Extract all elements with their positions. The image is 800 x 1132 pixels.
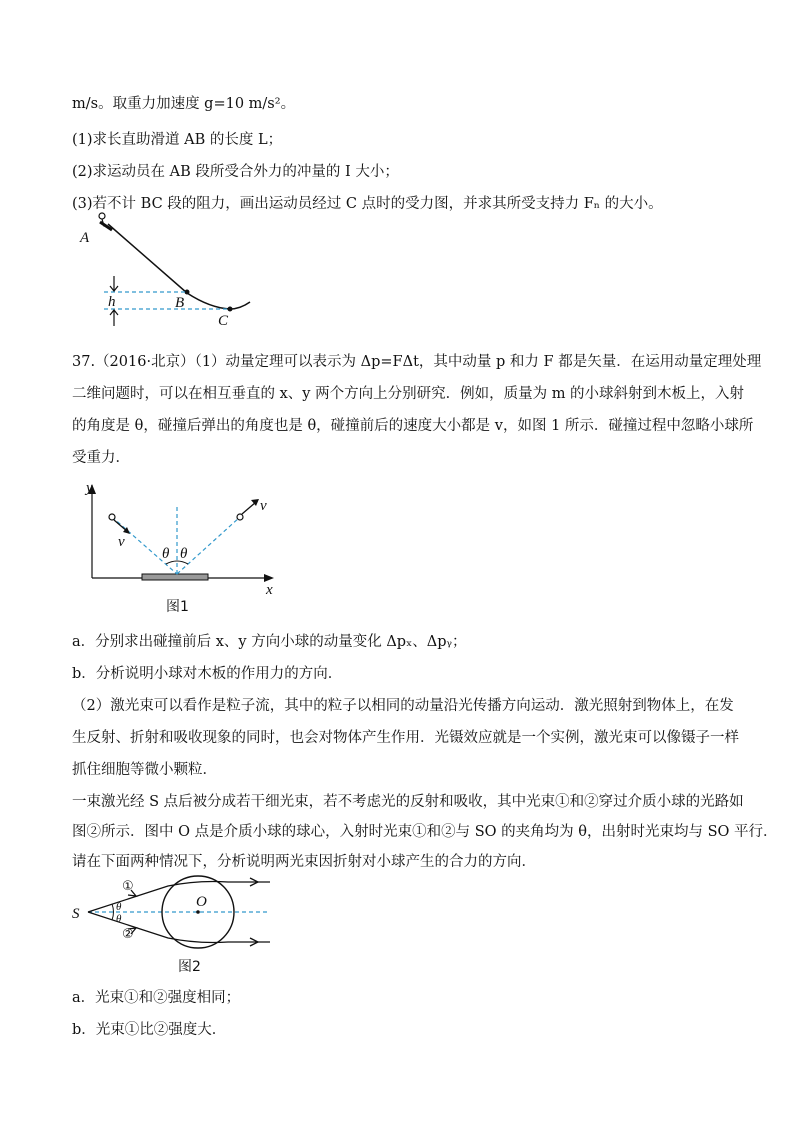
label-theta-left: θ xyxy=(162,546,170,562)
question-part-2: (2)求运动员在 AB 段所受合外力的冲量的 I 大小； xyxy=(72,164,399,180)
label-v-incident: v xyxy=(118,534,125,550)
q37-line-2: 二维问题时，可以在相互垂直的 x、y 两个方向上分别研究．例如，质量为 m 的小球斜射到木板上，入射 xyxy=(72,386,745,402)
label-s: S xyxy=(72,906,80,922)
part-a: a．分别求出碰撞前后 x、y 方向小球的动量变化 Δpₓ、Δpᵧ； xyxy=(72,634,467,650)
question-part-3: (3)若不计 BC 段的阻力，画出运动员经过 C 点时的受力图，并求其所受支持力 Fₙ 的大小。 xyxy=(72,196,663,212)
q2-line-6: 请在下面两种情况下，分析说明两光束因折射对小球产生的合力的方向． xyxy=(72,854,536,870)
label-beam-1: ① xyxy=(122,878,134,893)
label-b: B xyxy=(175,295,185,311)
label-o: O xyxy=(196,894,207,910)
axis-label-y: y xyxy=(86,480,93,496)
laser-sphere-diagram xyxy=(70,872,290,962)
q37-line-1: 37.（2016·北京）（1）动量定理可以表示为 Δp=FΔt，其中动量 p 和力 F 都是矢量．在运用动量定理处理 xyxy=(72,354,762,370)
label-theta-right: θ xyxy=(180,546,188,562)
label-theta-lower: θ xyxy=(116,913,122,925)
label-v-reflected: v xyxy=(260,498,267,514)
axis-label-x: x xyxy=(266,582,273,598)
q2-line-2: 生反射、折射和吸收现象的同时，也会对物体产生作用．光镊效应就是一个实例，激光束可以像镊子一样 xyxy=(72,730,739,746)
label-h: h xyxy=(108,294,116,310)
question-part-1: (1)求长直助滑道 AB 的长度 L； xyxy=(72,132,283,148)
figure-1-caption: 图1 xyxy=(166,599,189,615)
q37-line-3: 的角度是 θ，碰撞后弹出的角度也是 θ，碰撞前后的速度大小都是 v，如图 1 所示．碰撞过程中忽略小球所 xyxy=(72,418,754,434)
label-a: A xyxy=(80,230,90,246)
q2-line-4: 一束激光经 S 点后被分成若干细光束，若不考虑光的反射和吸收，其中光束①和②穿过介质小球的光路如 xyxy=(72,794,744,810)
part-b: b．分析说明小球对木板的作用力的方向． xyxy=(72,666,343,682)
slope-diagram xyxy=(70,210,270,330)
figure-2-caption: 图2 xyxy=(178,959,201,975)
q2-part-b: b．光束①比②强度大． xyxy=(72,1022,227,1038)
text-line-1: m/s。取重力加速度 g=10 m/s²。 xyxy=(72,96,296,112)
q2-line-1: （2）激光束可以看作是粒子流，其中的粒子以相同的动量沿光传播方向运动．激光照射到物体上，在发 xyxy=(72,698,734,714)
label-theta-upper: θ xyxy=(116,901,122,913)
q2-line-3: 抓住细胞等微小颗粒． xyxy=(72,762,217,778)
q2-part-a: a．光束①和②强度相同； xyxy=(72,990,241,1006)
collision-diagram xyxy=(70,480,290,610)
label-beam-2: ② xyxy=(122,926,134,941)
label-c: C xyxy=(218,313,229,329)
q37-line-4: 受重力． xyxy=(72,450,130,466)
q2-line-5: 图②所示．图中 O 点是介质小球的球心，入射时光束①和②与 SO 的夹角均为 θ，出射时光束均与 SO 平行． xyxy=(72,824,778,840)
